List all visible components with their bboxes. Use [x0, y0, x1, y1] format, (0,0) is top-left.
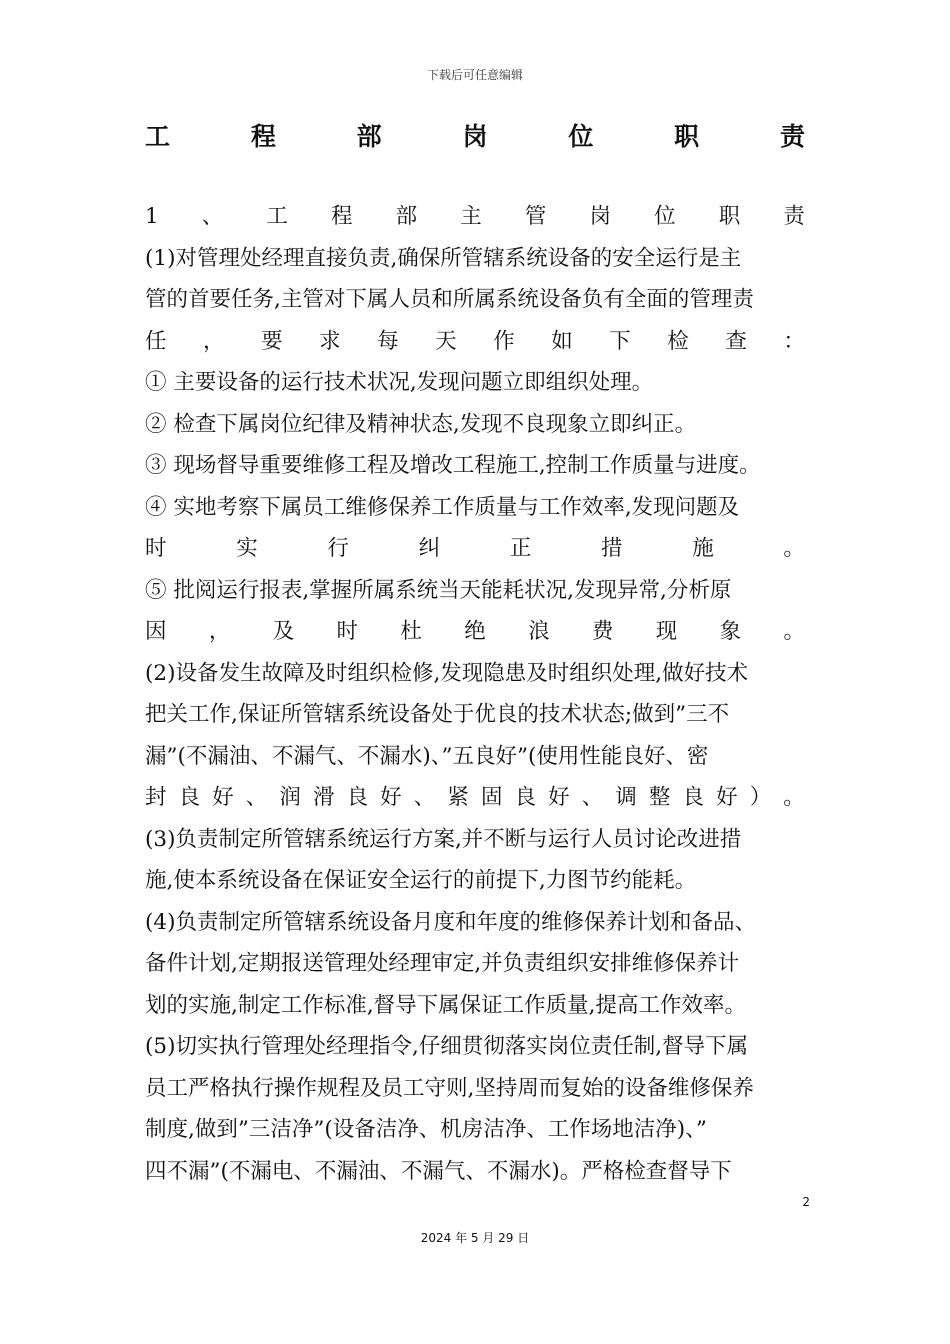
line-token: 要	[261, 328, 283, 354]
line-token: 及	[272, 619, 295, 644]
line-token: 、	[413, 785, 436, 810]
title-char: 岗	[462, 122, 488, 151]
line-token: 任	[145, 328, 167, 354]
line-token: 时	[145, 536, 167, 561]
line-token: 、	[245, 785, 268, 810]
line-token: 职	[718, 204, 741, 229]
text-line: ③ 现场督导重要维修工程及增改工程施工,控制工作质量与进度。	[145, 453, 761, 478]
line-token: 正	[509, 536, 532, 561]
text-line: 施,使本系统设备在保证安全运行的前提下,力图节约能耗。	[145, 868, 697, 893]
title-char: 工	[145, 122, 171, 151]
line-token: 每	[377, 328, 399, 354]
line-token: 管	[524, 204, 547, 229]
line-token: 求	[319, 328, 341, 354]
line-token: 部	[395, 204, 418, 229]
text-line	[145, 321, 805, 363]
line-token: 良	[178, 785, 201, 810]
line-token: 好	[716, 785, 738, 810]
line-token: 调	[615, 785, 637, 810]
line-token: ）	[749, 785, 772, 810]
line-token: 程	[331, 204, 353, 229]
text-line: ④ 实地考察下属员工维修保养工作质量与工作效率,发现问题及	[145, 494, 740, 520]
line-token: 润	[279, 785, 301, 810]
text-line: 划的实施,制定工作标准,督导下属保证工作质量,提高工作效率。	[145, 992, 747, 1018]
line-token: 下	[609, 328, 631, 354]
text-line: 四不漏”(不漏电、不漏油、不漏气、不漏水)。严格检查督导下	[145, 1158, 732, 1184]
line-token: 。	[783, 785, 805, 810]
line-token: 岗	[589, 204, 612, 229]
line-token: 好	[380, 785, 402, 810]
line-token: ，	[208, 619, 231, 644]
line-token: 紧	[447, 785, 469, 810]
title-char: 部	[356, 122, 382, 151]
line-token: 、	[201, 204, 224, 229]
text-line: ② 检查下属岗位纪律及精神状态,发现不良现象立即纠正。	[145, 411, 697, 437]
line-token: 主	[460, 204, 482, 229]
title-char: 位	[568, 122, 594, 151]
title-char: 程	[250, 122, 276, 151]
line-token: 良	[346, 785, 369, 810]
text-line: (2)设备发生故障及时组织检修,发现隐患及时组织处理,做好技术	[145, 660, 749, 686]
line-token: 位	[654, 204, 676, 229]
document-title	[145, 113, 805, 157]
line-token: 措	[601, 536, 623, 561]
line-token: ：	[783, 328, 805, 354]
line-token: 查	[725, 328, 747, 354]
text-line: ① 主要设备的运行技术状况,发现问题立即组织处理。	[145, 370, 654, 395]
line-token: 行	[327, 536, 349, 561]
line-token: 杜	[400, 619, 422, 644]
line-token: 、	[581, 785, 604, 810]
line-token: 固	[480, 785, 503, 810]
line-token: 浪	[528, 619, 550, 644]
text-line: (1)对管理处经理直接负责,确保所管辖系统设备的安全运行是主	[145, 245, 742, 271]
line-token: ，	[203, 328, 225, 354]
line-token: 实	[236, 536, 258, 561]
line-token: 天	[435, 328, 457, 354]
line-token: 整	[648, 785, 671, 810]
line-token: 作	[493, 328, 515, 354]
line-token: 好	[212, 785, 234, 810]
footer-date: 2024 年 5 月 29 日	[420, 1231, 530, 1245]
line-token: 时	[336, 619, 359, 644]
text-line: ⑤ 批阅运行报表,掌握所属系统当天能耗状况,发现异常,分析原	[145, 577, 732, 603]
line-token: 。	[783, 536, 805, 561]
title-char: 责	[779, 122, 805, 151]
title-char: 职	[674, 122, 700, 151]
text-line: (4)负责制定所管辖系统设备月度和年度的维修保养计划和备品、	[145, 909, 756, 935]
line-token: 检	[667, 328, 689, 354]
page-header: 下载后可任意编辑	[426, 68, 523, 82]
line-token: 滑	[312, 785, 335, 810]
line-token: 费	[591, 619, 614, 644]
line-token: 良	[682, 785, 705, 810]
page-number: 2	[802, 1195, 810, 1209]
line-token: 现	[655, 619, 678, 644]
text-line: 漏”(不漏油、不漏气、不漏水)、”五良好”(使用性能良好、密	[145, 743, 709, 769]
text-line: (3)负责制定所管辖系统运行方案,并不断与运行人员讨论改进措	[145, 826, 742, 852]
line-token: 1	[145, 204, 159, 229]
line-token: 纠	[418, 536, 441, 561]
line-token: 因	[145, 619, 167, 644]
line-token: 工	[266, 204, 288, 229]
line-token: 绝	[464, 619, 486, 644]
text-line	[145, 777, 805, 819]
line-token: 责	[783, 204, 805, 229]
line-token: 如	[551, 328, 573, 354]
text-line	[145, 528, 805, 570]
text-line: (5)切实执行管理处经理指令,仔细贯彻落实岗位责任制,督导下属	[145, 1034, 749, 1059]
line-token: 良	[514, 785, 537, 810]
text-line	[145, 196, 805, 238]
text-line: 管的首要任务,主管对下属人员和所属系统设备负有全面的管理责	[145, 287, 754, 312]
text-line: 备件计划,定期报送管理处经理审定,并负责组织安排维修保养计	[145, 951, 740, 976]
text-line: 把关工作,保证所管辖系统设备处于优良的技术状态;做到”三不	[145, 702, 730, 727]
document-body	[145, 196, 805, 1192]
line-token: 封	[145, 785, 167, 810]
line-token: 好	[548, 785, 570, 810]
line-token: 。	[783, 619, 805, 644]
text-line: 制度,做到”三洁净”(设备洁净、机房洁净、工作场地洁净)、”	[145, 1117, 707, 1142]
line-token: 象	[719, 619, 742, 644]
text-line: 员工严格执行操作规程及员工守则,坚持周而复始的设备维修保养	[145, 1075, 754, 1101]
line-token: 施	[692, 536, 714, 561]
text-line	[145, 611, 805, 653]
